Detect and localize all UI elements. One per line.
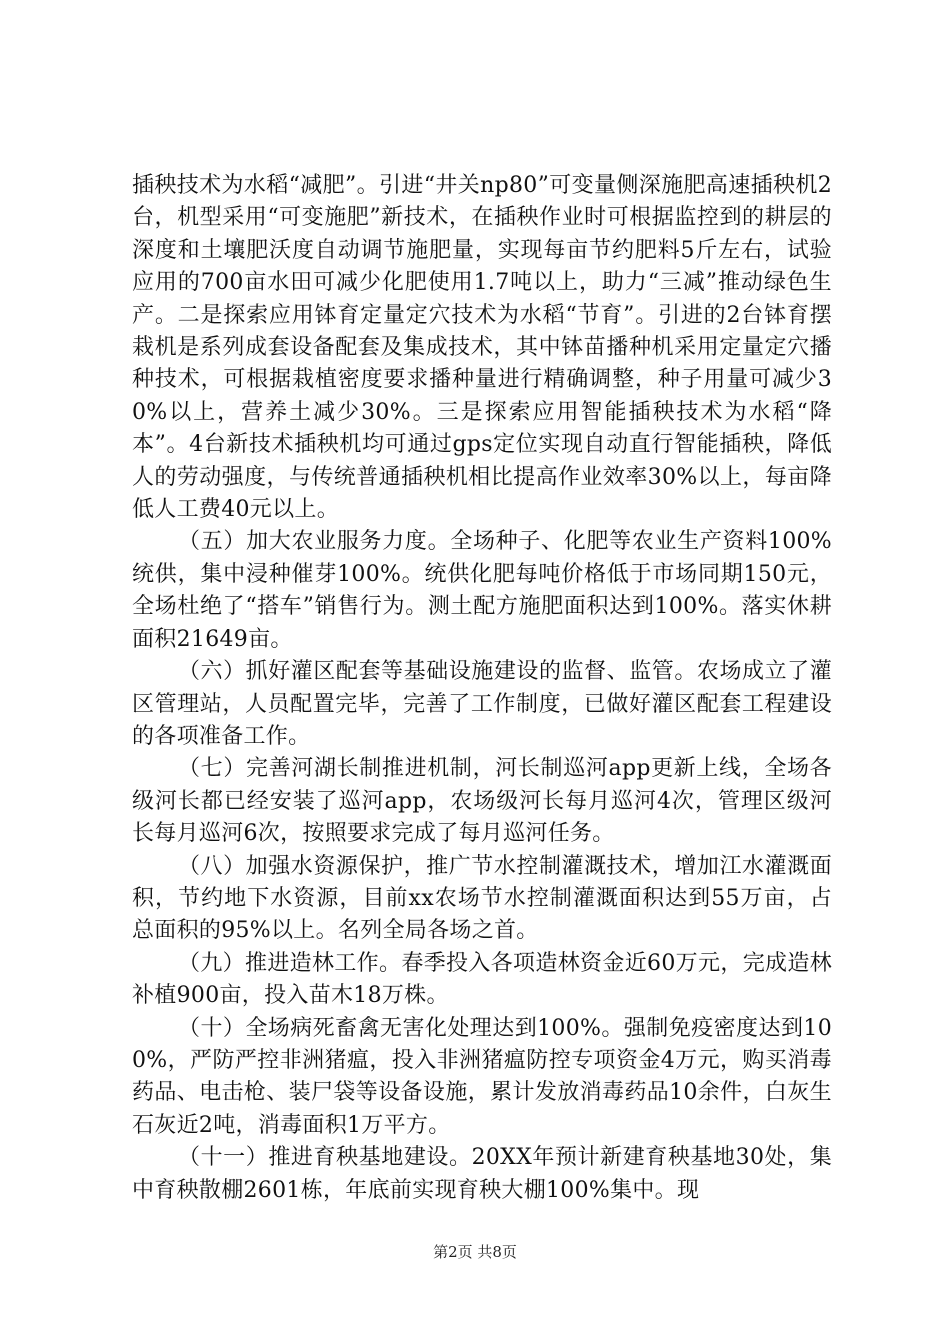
- paragraph-section-11: （十一）推进育秧基地建设。20XX年预计新建育秧基地30处，集中育秧散棚2601栋，年底前实现育秧大棚100%集中。现: [132, 1145, 832, 1203]
- paragraph-section-7: （七）完善河湖长制推进机制，河长制巡河app更新上线，全场各级河长都已经安装了巡河app，农场级河长每月巡河4次，管理区级河长每月巡河6次，按照要求完成了每月巡河任务。: [132, 756, 832, 847]
- paragraph-section-5: （五）加大农业服务力度。全场种子、化肥等农业生产资料100%统供，集中浸种催芽100%。统供化肥每吨价格低于市场同期150元，全场杜绝了“搭车”销售行为。测土配方施肥面积达到100%。落实休耕面积21649亩。: [132, 529, 832, 652]
- paragraph-section-6: （六）抓好灌区配套等基础设施建设的监督、监管。农场成立了灌区管理站，人员配置完毕，完善了工作制度，已做好灌区配套工程建设的各项准备工作。: [132, 659, 832, 749]
- paragraph-section-9: （九）推进造林工作。春季投入各项造林资金近60万元，完成造林补植900亩，投入苗木18万株。: [132, 950, 832, 1009]
- paragraph-section-8: （八）加强水资源保护，推广节水控制灌溉技术，增加江水灌溉面积，节约地下水资源，目前xx农场节水控制灌溉面积达到55万亩，占总面积的95%以上。名列全局各场之首。: [132, 853, 832, 944]
- paragraph-section-10: （十）全场病死畜禽无害化处理达到100%。强制免疫密度达到100%，严防严控非洲猪瘟，投入非洲猪瘟防控专项资金4万元，购买消毒药品、电击枪、装尸袋等设备设施，累计发放消毒药品10余件，白灰生石灰近2吨，消毒面积1万平方。: [132, 1015, 832, 1138]
- document-body: [132, 170, 832, 1207]
- page-number-footer: 第2页 共8页: [433, 1243, 517, 1261]
- paragraph-continuation: 插秧技术为水稻“减肥”。引进“井关np80”可变量侧深施肥高速插秧机2台，机型采用“可变施肥”新技术，在插秧作业时可根据监控到的耕层的深度和土壤肥沃度自动调节施肥量，实现每亩节约肥料5斤左右，试验应用的700亩水田可减少化肥使用1.7吨以上，助力“三减”推动绿色生产。二是探索应用钵育定量定穴技术为水稻“节育”。引进的2台钵育摆栽机是系列成套设备配套及集成技术，其中钵苗播种机采用定量定穴播种技术，可根据栽植密度要求播种量进行精确调整，种子用量可减少30%以上，营养土减少30%。三是探索应用智能插秧技术为水稻“降本”。4台新技术插秧机均可通过gps定位实现自动直行智能插秧，降低人的劳动强度，与传统普通插秧机相比提高作业效率30%以上，每亩降低人工费40元以上。: [132, 173, 832, 523]
